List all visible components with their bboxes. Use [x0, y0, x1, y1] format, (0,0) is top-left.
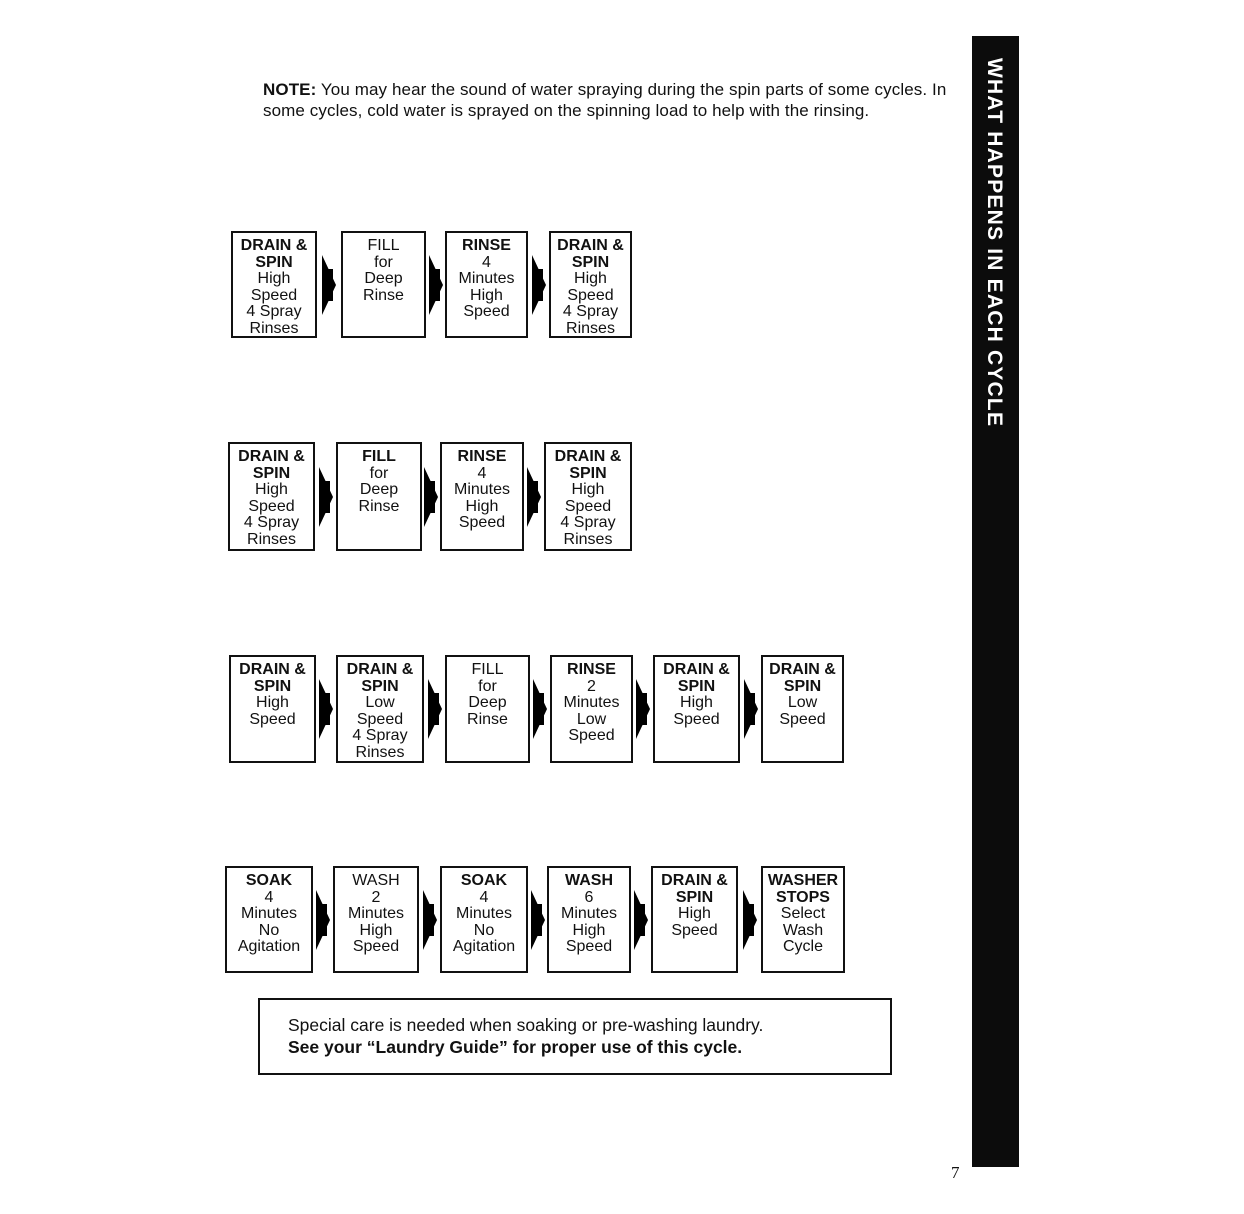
- flow-arrow-icon: [531, 890, 547, 950]
- cycle-step-line: DRAIN &: [554, 448, 622, 465]
- cycle-step-line: 4 Spray: [246, 303, 302, 320]
- cycle-step-line: High: [680, 694, 713, 711]
- cycle-step-line: Deep: [468, 694, 507, 711]
- flow-arrow-icon: [322, 255, 338, 315]
- cycle-step-box: [336, 442, 422, 551]
- section-title: WHAT HAPPENS IN EACH CYCLE: [983, 58, 1006, 428]
- cycle-step-line: No: [473, 921, 495, 939]
- cycle-step-line: Minutes: [563, 694, 620, 711]
- cycle-step-line: Minutes: [560, 905, 618, 922]
- cycle-step-line: DRAIN &: [346, 661, 414, 678]
- cycle-step-line: WASH: [352, 872, 400, 889]
- caution-line-2: See your “Laundry Guide” for proper use of this cycle.: [288, 1037, 743, 1057]
- cycle-step-line: Speed: [567, 286, 614, 304]
- cycle-step-line: Rinses: [247, 530, 296, 548]
- cycle-step-line: Cycle: [782, 938, 823, 955]
- cycle-step-line: DRAIN &: [238, 448, 305, 465]
- flow-arrow-icon: [319, 467, 335, 527]
- cycle-step-line: 2: [371, 888, 381, 906]
- note-text: You may hear the sound of water spraying during the spin parts of some cycles. In some cycles, cold water is sprayed on the spinning load to help with the rinsing.: [263, 80, 947, 120]
- cycle-step-line: High: [465, 497, 499, 515]
- cycle-step-box: [228, 442, 315, 551]
- cycle-step-line: 4: [479, 888, 489, 906]
- cycle-step-line: Low: [576, 710, 607, 728]
- cycle-step-line: WASHER: [767, 872, 839, 889]
- cycle-step-line: Speed: [673, 710, 720, 728]
- cycle-step-line: Agitation: [452, 938, 516, 955]
- cycle-step-line: SPIN: [569, 464, 607, 482]
- cycle-step-line: SPIN: [255, 253, 293, 271]
- cycle-step-line: DRAIN &: [661, 872, 728, 889]
- cycle-step-line: High: [470, 286, 503, 304]
- cycle-step-box: [445, 231, 528, 338]
- flow-arrow-icon: [533, 679, 549, 739]
- cycle-step-line: Rinses: [355, 743, 405, 761]
- cycle-step-line: 2: [587, 677, 596, 695]
- note-label: NOTE:: [263, 80, 317, 99]
- cycle-step-line: Select: [780, 905, 826, 922]
- cycle-step-line: Minutes: [347, 905, 405, 922]
- cycle-step-line: Speed: [352, 938, 400, 955]
- flow-arrow-icon: [744, 679, 760, 739]
- cycle-step-line: SOAK: [245, 872, 293, 889]
- cycle-step-line: Speed: [356, 710, 404, 728]
- cycle-step-line: High: [256, 694, 289, 711]
- cycle-step-line: Speed: [779, 710, 826, 728]
- cycle-step-line: Minutes: [453, 481, 511, 498]
- caution-box: [258, 998, 892, 1075]
- cycle-step-line: Rinse: [358, 497, 400, 515]
- cycle-step-line: Speed: [564, 497, 612, 515]
- cycle-step-line: for: [369, 464, 389, 482]
- flow-arrow-icon: [428, 679, 444, 739]
- cycle-step-line: SPIN: [571, 253, 610, 271]
- cycle-step-box: [440, 866, 528, 973]
- cycle-step-line: Deep: [364, 270, 403, 287]
- flow-arrow-icon: [429, 255, 445, 315]
- cycle-step-line: RINSE: [457, 448, 507, 465]
- cycle-step-line: Rinses: [563, 530, 613, 548]
- cycle-step-line: for: [478, 677, 497, 695]
- cycle-step-line: 4 Spray: [560, 514, 616, 531]
- flow-arrow-icon: [316, 890, 332, 950]
- cycle-step-box: [336, 655, 424, 763]
- flow-arrow-icon: [423, 890, 439, 950]
- cycle-step-line: FILL: [362, 448, 396, 465]
- cycle-step-box: [651, 866, 738, 973]
- cycle-step-line: Rinse: [363, 286, 404, 304]
- note-paragraph: [263, 79, 963, 121]
- cycle-step-box: [544, 442, 632, 551]
- cycle-step-line: SPIN: [361, 677, 399, 695]
- cycle-step-line: DRAIN &: [663, 661, 730, 678]
- cycle-step-box: [547, 866, 631, 973]
- cycle-step-box: [550, 655, 633, 763]
- cycle-step-line: DRAIN &: [240, 237, 308, 254]
- cycle-step-box: [761, 866, 845, 973]
- cycle-step-line: Low: [365, 694, 395, 711]
- cycle-step-line: Speed: [671, 921, 718, 939]
- cycle-step-line: 4: [477, 464, 487, 482]
- cycle-step-line: SPIN: [675, 888, 714, 906]
- cycle-step-line: Agitation: [237, 938, 301, 955]
- cycle-step-box: [653, 655, 740, 763]
- cycle-step-line: High: [574, 270, 607, 287]
- cycle-step-line: 4 Spray: [243, 514, 300, 531]
- cycle-step-line: High: [257, 270, 291, 287]
- cycle-step-line: 4: [482, 253, 491, 271]
- cycle-step-box: [440, 442, 524, 551]
- cycle-step-line: for: [374, 253, 393, 271]
- cycle-step-line: High: [571, 481, 605, 498]
- cycle-step-line: Speed: [248, 497, 295, 515]
- cycle-step-line: STOPS: [776, 888, 830, 906]
- flow-arrow-icon: [527, 467, 543, 527]
- flow-arrow-icon: [319, 679, 335, 739]
- cycle-step-line: SPIN: [253, 677, 292, 695]
- cycle-step-line: Low: [787, 694, 818, 711]
- cycle-step-line: No: [258, 921, 280, 939]
- flow-arrow-icon: [743, 890, 759, 950]
- cycle-step-box: [341, 231, 426, 338]
- cycle-step-line: High: [678, 905, 711, 922]
- cycle-step-box: [445, 655, 530, 763]
- cycle-step-box: [231, 231, 317, 338]
- cycle-step-line: Speed: [568, 727, 615, 744]
- section-side-tab: [972, 36, 1019, 1167]
- cycle-step-line: 6: [584, 888, 594, 906]
- cycle-step-line: DRAIN &: [239, 661, 306, 678]
- cycle-step-line: Rinse: [467, 710, 508, 728]
- cycle-step-line: DRAIN &: [557, 237, 624, 254]
- cycle-step-line: SPIN: [252, 464, 291, 482]
- cycle-step-line: Rinses: [566, 319, 615, 337]
- cycle-step-box: [333, 866, 419, 973]
- cycle-step-line: Speed: [250, 286, 298, 304]
- page-number: 7: [951, 1163, 960, 1182]
- cycle-step-line: FILL: [471, 661, 504, 678]
- flow-arrow-icon: [636, 679, 652, 739]
- cycle-step-line: SOAK: [460, 872, 508, 889]
- flow-arrow-icon: [424, 467, 440, 527]
- cycle-step-line: SPIN: [783, 677, 822, 695]
- caution-line-1: Special care is needed when soaking or pre-washing laundry.: [288, 1015, 764, 1035]
- cycle-step-line: High: [359, 921, 393, 939]
- cycle-step-box: [229, 655, 316, 763]
- cycle-step-box: [225, 866, 313, 973]
- cycle-step-line: SPIN: [677, 677, 716, 695]
- flow-arrow-icon: [634, 890, 650, 950]
- cycle-step-line: Minutes: [458, 270, 515, 287]
- cycle-step-box: [761, 655, 844, 763]
- cycle-step-line: Minutes: [240, 905, 298, 922]
- cycle-step-line: 4: [264, 888, 274, 906]
- cycle-step-box: [549, 231, 632, 338]
- cycle-step-line: Speed: [249, 710, 296, 728]
- cycle-step-line: DRAIN &: [769, 661, 836, 678]
- cycle-step-line: Deep: [359, 481, 399, 498]
- cycle-step-line: High: [572, 921, 606, 939]
- cycle-step-line: Speed: [463, 303, 510, 320]
- cycle-step-line: High: [255, 481, 288, 498]
- cycle-step-line: RINSE: [462, 237, 511, 254]
- cycle-step-line: Speed: [565, 938, 613, 955]
- cycle-step-line: FILL: [367, 237, 400, 254]
- cycle-step-line: RINSE: [567, 661, 616, 678]
- cycle-step-line: Minutes: [455, 905, 513, 922]
- cycle-step-line: Speed: [458, 514, 506, 531]
- cycle-step-line: Wash: [782, 921, 824, 939]
- flow-arrow-icon: [532, 255, 548, 315]
- cycle-step-line: 4 Spray: [352, 727, 408, 744]
- cycle-step-line: Rinses: [249, 319, 299, 337]
- cycle-step-line: WASH: [565, 872, 613, 889]
- cycle-step-line: 4 Spray: [562, 303, 619, 320]
